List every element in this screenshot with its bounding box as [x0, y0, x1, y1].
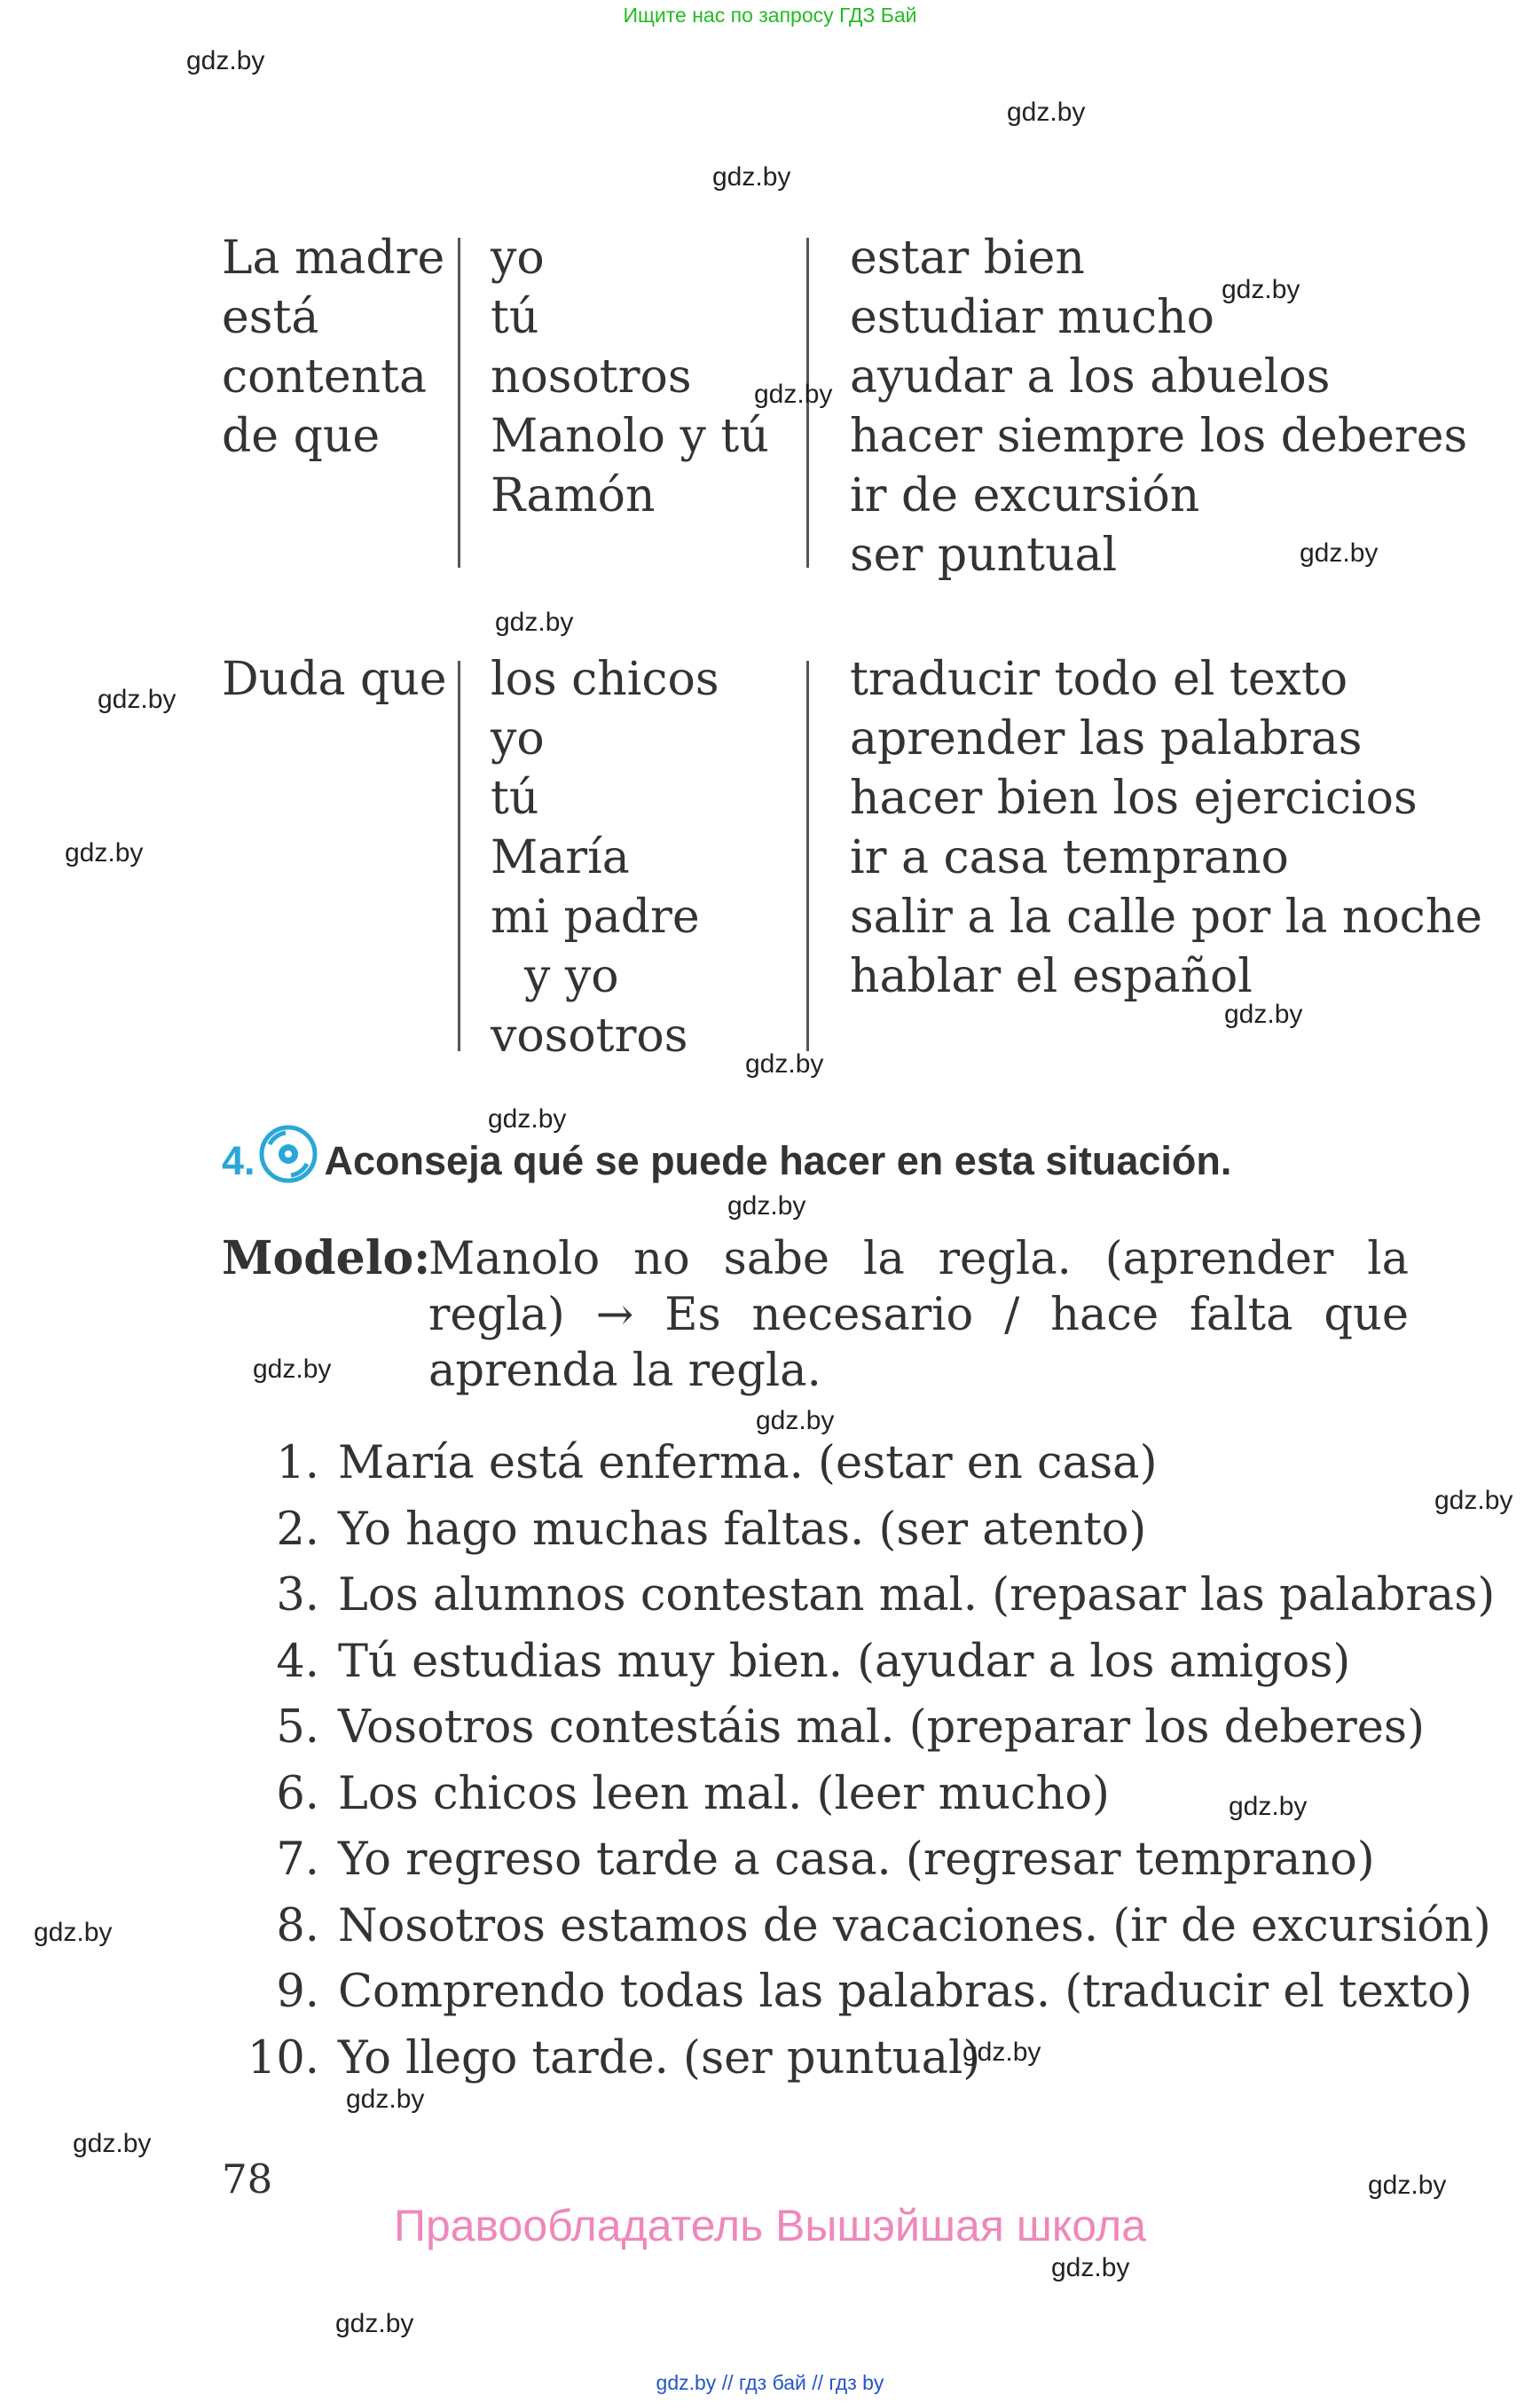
- watermark: gdz.by: [754, 380, 833, 409]
- item-number: 6.: [276, 1767, 319, 1820]
- watermark: gdz.by: [1224, 1000, 1303, 1029]
- watermark: gdz.by: [1222, 275, 1300, 304]
- table1-verb: ayudar a los abuelos: [850, 350, 1331, 404]
- copyright-notice: Правообладатель Вышэйшая школа: [394, 2201, 1146, 2250]
- watermark: gdz.by: [1434, 1486, 1513, 1515]
- item-number: 4.: [276, 1635, 319, 1688]
- item-text: Yo hago muchas faltas. (ser atento): [338, 1503, 1147, 1556]
- watermark: gdz.by: [1229, 1792, 1308, 1821]
- list-item: [222, 1900, 1495, 1967]
- table2-lead-line: Duda que: [222, 653, 447, 706]
- list-item: [222, 1437, 1495, 1504]
- watermark: gdz.by: [727, 1191, 806, 1221]
- watermark: gdz.by: [1007, 98, 1086, 127]
- watermark: gdz.by: [1368, 2171, 1447, 2200]
- exercise-title: Aconseja qué se puede hacer en esta situación.: [324, 1138, 1232, 1183]
- table1-subject: nosotros: [491, 350, 692, 404]
- watermark: gdz.by: [712, 162, 791, 192]
- list-item: [222, 1636, 1495, 1702]
- table1-verb: ir de excursión: [850, 469, 1200, 522]
- table1-subject: Manolo y tú: [491, 410, 769, 463]
- table2-verb: hacer bien los ejercicios: [850, 772, 1418, 825]
- item-number: 8.: [276, 1899, 319, 1952]
- item-number: 3.: [276, 1569, 319, 1622]
- table2-subject: tú: [491, 772, 539, 825]
- item-number: 9.: [276, 1966, 319, 2018]
- item-text: Yo llego tarde. (ser puntual): [338, 2031, 981, 2085]
- table2-verb-column: [850, 650, 1482, 1007]
- table1-lead-column: [222, 229, 444, 467]
- table1-subject: Ramón: [491, 469, 656, 522]
- watermark: gdz.by: [488, 1104, 567, 1134]
- watermark: gdz.by: [1300, 538, 1379, 568]
- exercise-heading: [222, 1125, 1231, 1193]
- table1-verb: estudiar mucho: [850, 291, 1214, 344]
- watermark: gdz.by: [745, 1049, 824, 1079]
- item-text: Vosotros contestáis mal. (preparar los deberes): [338, 1701, 1425, 1754]
- table1-verb-column: [850, 229, 1467, 585]
- watermark: gdz.by: [346, 2085, 425, 2114]
- item-text: Tú estudias muy bien. (ayudar a los amigos): [338, 1635, 1351, 1688]
- list-item: [222, 1701, 1495, 1768]
- exercise-number: 4.: [222, 1138, 255, 1183]
- table2-lead-column: [222, 650, 447, 710]
- table2-subject: los chicos: [491, 653, 719, 706]
- item-text: Yo regreso tarde a casa. (regresar temprano): [338, 1834, 1375, 1886]
- table2-subject: yo: [491, 712, 545, 766]
- table2-verb: hablar el español: [850, 950, 1253, 1003]
- item-text: Los alumnos contestan mal. (repasar las palabras): [338, 1569, 1496, 1622]
- table2-verb: salir a la calle por la noche: [850, 891, 1483, 944]
- table2-subject: vosotros: [491, 1009, 688, 1063]
- watermark: gdz.by: [186, 46, 265, 75]
- table1-verb: hacer siempre los deberes: [850, 410, 1468, 463]
- table2-verb: aprender las palabras: [850, 712, 1363, 766]
- table1-subject: tú: [491, 291, 539, 344]
- table2-subject-column: [491, 650, 719, 1066]
- item-text: María está enferma. (estar en casa): [338, 1437, 1158, 1489]
- item-number: 5.: [276, 1701, 319, 1754]
- table1-subject-column: [491, 229, 769, 526]
- watermark: gdz.by: [962, 2038, 1041, 2067]
- item-text: Los chicos leen mal. (leer mucho): [338, 1767, 1110, 1820]
- list-item: [222, 1504, 1495, 1570]
- table1-lead-line: contenta: [222, 350, 427, 404]
- table2-divider-right: [806, 661, 809, 1051]
- watermark: gdz.by: [756, 1406, 835, 1435]
- disc-icon: [259, 1125, 318, 1193]
- table2-subject: María: [491, 831, 630, 884]
- table1-divider-left: [458, 238, 460, 568]
- item-number: 2.: [276, 1503, 319, 1556]
- watermark: gdz.by: [335, 2309, 414, 2338]
- list-item: [222, 1569, 1495, 1636]
- table2-subject: mi padre: [491, 891, 700, 944]
- table1-lead-line: de que: [222, 410, 381, 463]
- page-number: 78: [222, 2156, 273, 2203]
- item-text: Nosotros estamos de vacaciones. (ir de excursión): [338, 1899, 1491, 1952]
- model-label: Modelo:: [222, 1231, 431, 1285]
- list-item: [222, 1966, 1495, 2032]
- item-text: Comprendo todas las palabras. (traducir el texto): [338, 1966, 1473, 2018]
- item-number: 10.: [247, 2031, 319, 2085]
- watermark: gdz.by: [98, 685, 177, 714]
- watermark: gdz.by: [34, 1918, 113, 1947]
- top-banner: Ищите нас по запросу ГДЗ Бай: [623, 4, 917, 27]
- table1-lead-line: La madre: [222, 232, 445, 285]
- watermark: gdz.by: [73, 2129, 152, 2158]
- table1-subject: yo: [491, 232, 545, 285]
- table2-verb: ir a casa temprano: [850, 831, 1289, 884]
- table1-verb: ser puntual: [850, 529, 1118, 582]
- table2-subject: y yo: [524, 950, 619, 1003]
- watermark: gdz.by: [495, 608, 574, 637]
- item-number: 7.: [276, 1834, 319, 1886]
- list-item: [222, 1834, 1495, 1900]
- watermark: gdz.by: [253, 1355, 332, 1384]
- model-text: Manolo no sabe la regla. (aprender la regla) → Es necesario / hace falta que aprenda la regla.: [428, 1233, 1409, 1397]
- watermark: gdz.by: [65, 838, 144, 868]
- table1-lead-line: está: [222, 291, 319, 344]
- table2-divider-left: [458, 661, 460, 1051]
- watermark: gdz.by: [1051, 2253, 1130, 2282]
- table1-verb: estar bien: [850, 232, 1085, 285]
- footer-links[interactable]: gdz.by // гдз бай // гдз by: [656, 2371, 884, 2394]
- item-number: 1.: [276, 1437, 319, 1489]
- exercise-list: [222, 1437, 1495, 2098]
- table2-verb: traducir todo el texto: [850, 653, 1348, 706]
